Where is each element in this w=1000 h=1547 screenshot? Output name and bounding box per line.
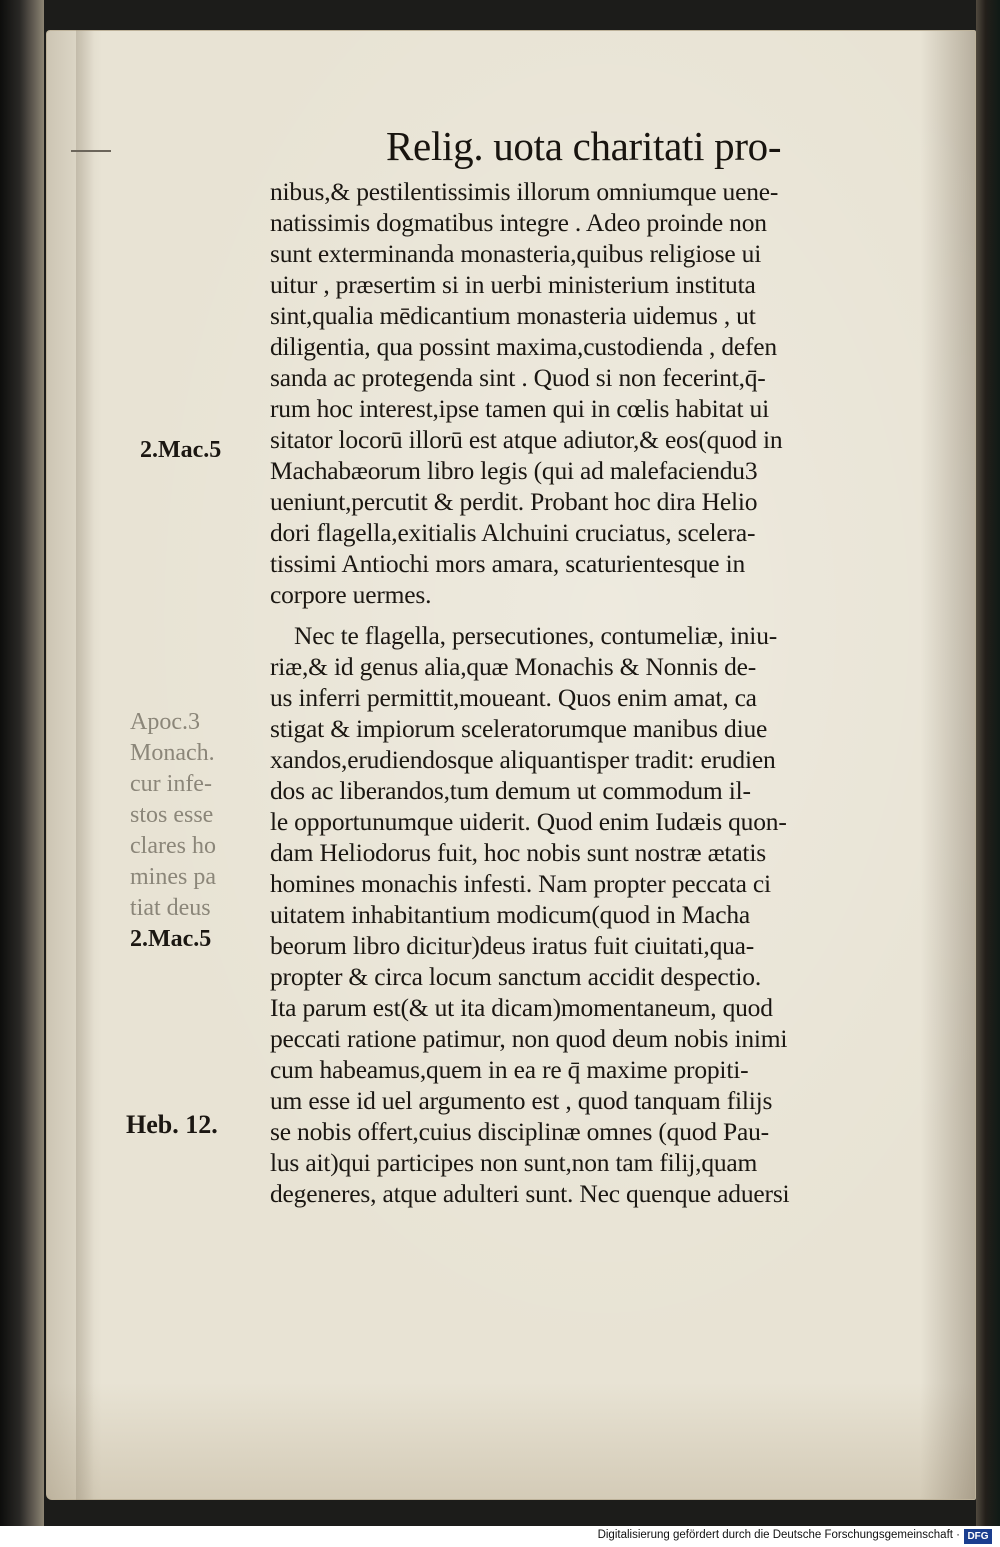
page-gutter-shadow <box>76 30 94 1500</box>
text-line: peccati ratione patimur, non quod deum nobis inimi <box>270 1024 788 1053</box>
marginal-note: Heb. 12. <box>126 1110 218 1139</box>
text-line: propter & circa locum sanctum accidit despectio. <box>270 962 761 991</box>
text-line: tissimi Antiochi mors amara, scaturientesque in <box>270 549 746 578</box>
marginal-note: tiat deus <box>130 895 211 921</box>
text-line: sanda ac protegenda sint . Quod si non fecerint,q̄- <box>270 363 766 392</box>
text-line: dori flagella,exitialis Alchuini cruciatus, scelera- <box>270 518 756 547</box>
text-line: sint,qualia mēdicantium monasteria uidemus , ut <box>270 301 756 330</box>
text-line: le opportunumque uiderit. Quod enim Iudæis quon- <box>270 807 787 836</box>
text-line: um esse id uel argumento est , quod tanquam filijs <box>270 1086 773 1115</box>
text-line: lus ait)qui participes non sunt,non tam filij,quam <box>270 1148 758 1177</box>
marginal-note: mines pa <box>130 864 216 890</box>
text-line: homines monachis infesti. Nam propter peccata ci <box>270 869 771 898</box>
dfg-logo: DFG <box>964 1529 992 1544</box>
text-line: ueniunt,percutit & perdit. Probant hoc dira Helio <box>270 487 758 516</box>
text-line: uitatem inhabitantium modicum(quod in Macha <box>270 900 751 929</box>
text-line: rum hoc interest,ipse tamen qui in cœlis habitat ui <box>270 394 769 423</box>
text-line: xandos,erudiendosque aliquantisper tradit: erudien <box>270 745 776 774</box>
text-line: Nec te flagella, persecutiones, contumeliæ, iniu- <box>294 621 778 650</box>
text-line: Ita parum est(& ut ita dicam)momentaneum, quod <box>270 993 773 1022</box>
marginal-note: Monach. <box>130 740 215 766</box>
text-line: natissimis dogmatibus integre . Adeo proinde non <box>270 208 767 237</box>
funding-notice: Digitalisierung gefördert durch die Deutsche Forschungsgemeinschaft · <box>597 1529 960 1541</box>
text-line: dos ac liberandos,tum demum ut commodum il- <box>270 776 751 805</box>
book-edge-left <box>0 0 44 1526</box>
text-line: sitator locorū illorū est atque adiutor,& eos(quod in <box>270 425 783 454</box>
marginal-note: stos esse <box>130 802 214 828</box>
text-line: riæ,& id genus alia,quæ Monachis & Nonnis de- <box>270 652 757 681</box>
text-line: Machabæorum libro legis (qui ad malefaciendu3 <box>270 456 758 485</box>
book-page <box>46 30 976 1500</box>
marginal-note: 2.Mac.5 <box>130 926 212 952</box>
text-line: sunt exterminanda monasteria,quibus religiose ui <box>270 239 762 268</box>
text-line: cum habeamus,quem in ea re q̄ maxime propiti- <box>270 1055 749 1084</box>
text-line: degeneres, atque adulteri sunt. Nec quenque aduersi <box>270 1179 790 1208</box>
marginal-note: 2.Mac.5 <box>140 437 222 463</box>
running-header: Relig. uota charitati pro- <box>386 123 782 169</box>
text-line: diligentia, qua possint maxima,custodienda , defen <box>270 332 777 361</box>
text-line: stigat & impiorum sceleratorumque manibus diue <box>270 714 768 743</box>
text-line: corpore uermes. <box>270 580 432 609</box>
marginal-note: cur infe- <box>130 771 212 797</box>
text-line: beorum libro dicitur)deus iratus fuit ciuitati,qua- <box>270 931 755 960</box>
margin-mark <box>71 150 111 152</box>
text-line: us inferri permittit,moueant. Quos enim amat, ca <box>270 683 757 712</box>
marginal-note: clares ho <box>130 833 216 859</box>
text-line: dam Heliodorus fuit, hoc nobis sunt nostræ ætatis <box>270 838 766 867</box>
footer-bar <box>0 1526 1000 1547</box>
text-line: nibus,& pestilentissimis illorum omniumque uene- <box>270 177 779 206</box>
marginal-note: Apoc.3 <box>130 709 200 735</box>
book-edge-right <box>976 0 1000 1526</box>
text-line: uitur , præsertim si in uerbi ministerium instituta <box>270 270 756 299</box>
text-line: se nobis offert,cuius disciplinæ omnes (quod Pau- <box>270 1117 769 1146</box>
